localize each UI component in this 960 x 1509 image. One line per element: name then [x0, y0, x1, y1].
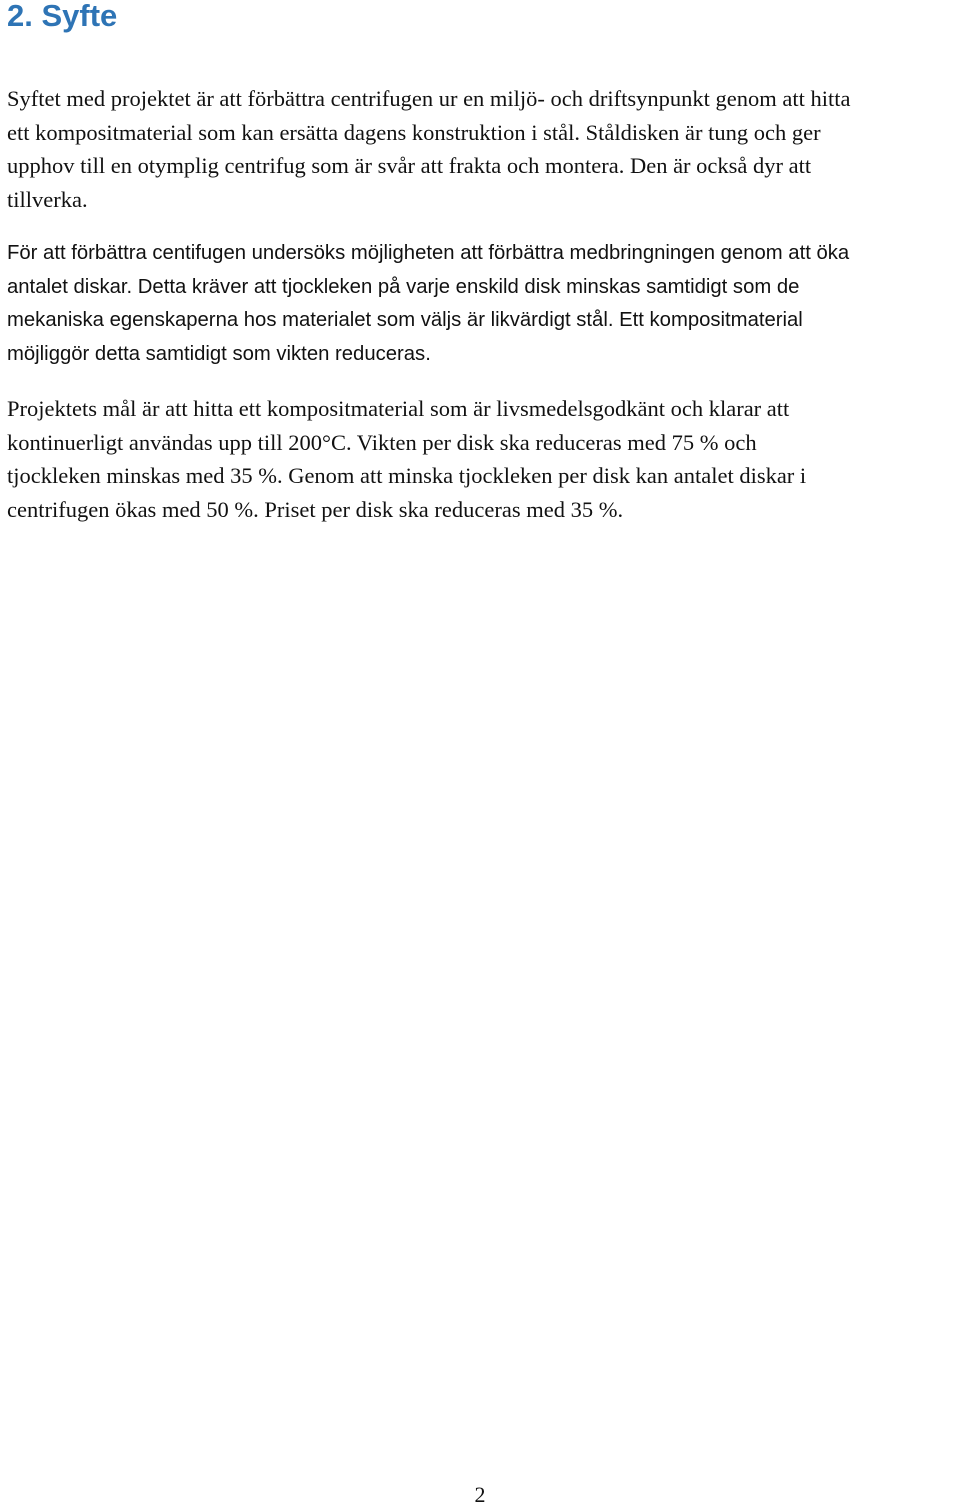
paragraph-purpose: Syftet med projektet är att förbättra centrifugen ur en miljö- och driftsynpunkt genom att hitta ett kompositmaterial som kan ersätta dagens konstruktion i stål. Ståldisken är tung och ger upphov till en otymplig centrifug som är svår att frakta och montera. Den är också dyr att tillverka.: [7, 86, 851, 213]
section-heading: 2. Syfte: [7, 0, 118, 33]
paragraph-method: För att förbättra centifugen undersöks möjligheten att förbättra medbringningen genom att öka antalet diskar. Detta kräver att tjockleken på varje enskild disk minskas samtidigt som de mekaniska egenskaperna hos materialet som väljs är likvärdigt stål. Ett kompositmaterial möjliggör detta samtidigt som vikten reduceras.: [7, 242, 850, 366]
page-number: 2: [474, 1482, 486, 1507]
paragraph-goals: Projektets mål är att hitta ett kompositmaterial som är livsmedelsgodkänt och klarar att kontinuerligt användas upp till 200°C. Vikten per disk ska reduceras med 75 % och tjockleken minskas med 35 %. Genom att minska tjockleken per disk kan antalet diskar i centrifugen ökas med 50 %. Priset per disk ska reduceras med 35 %.: [7, 396, 807, 523]
